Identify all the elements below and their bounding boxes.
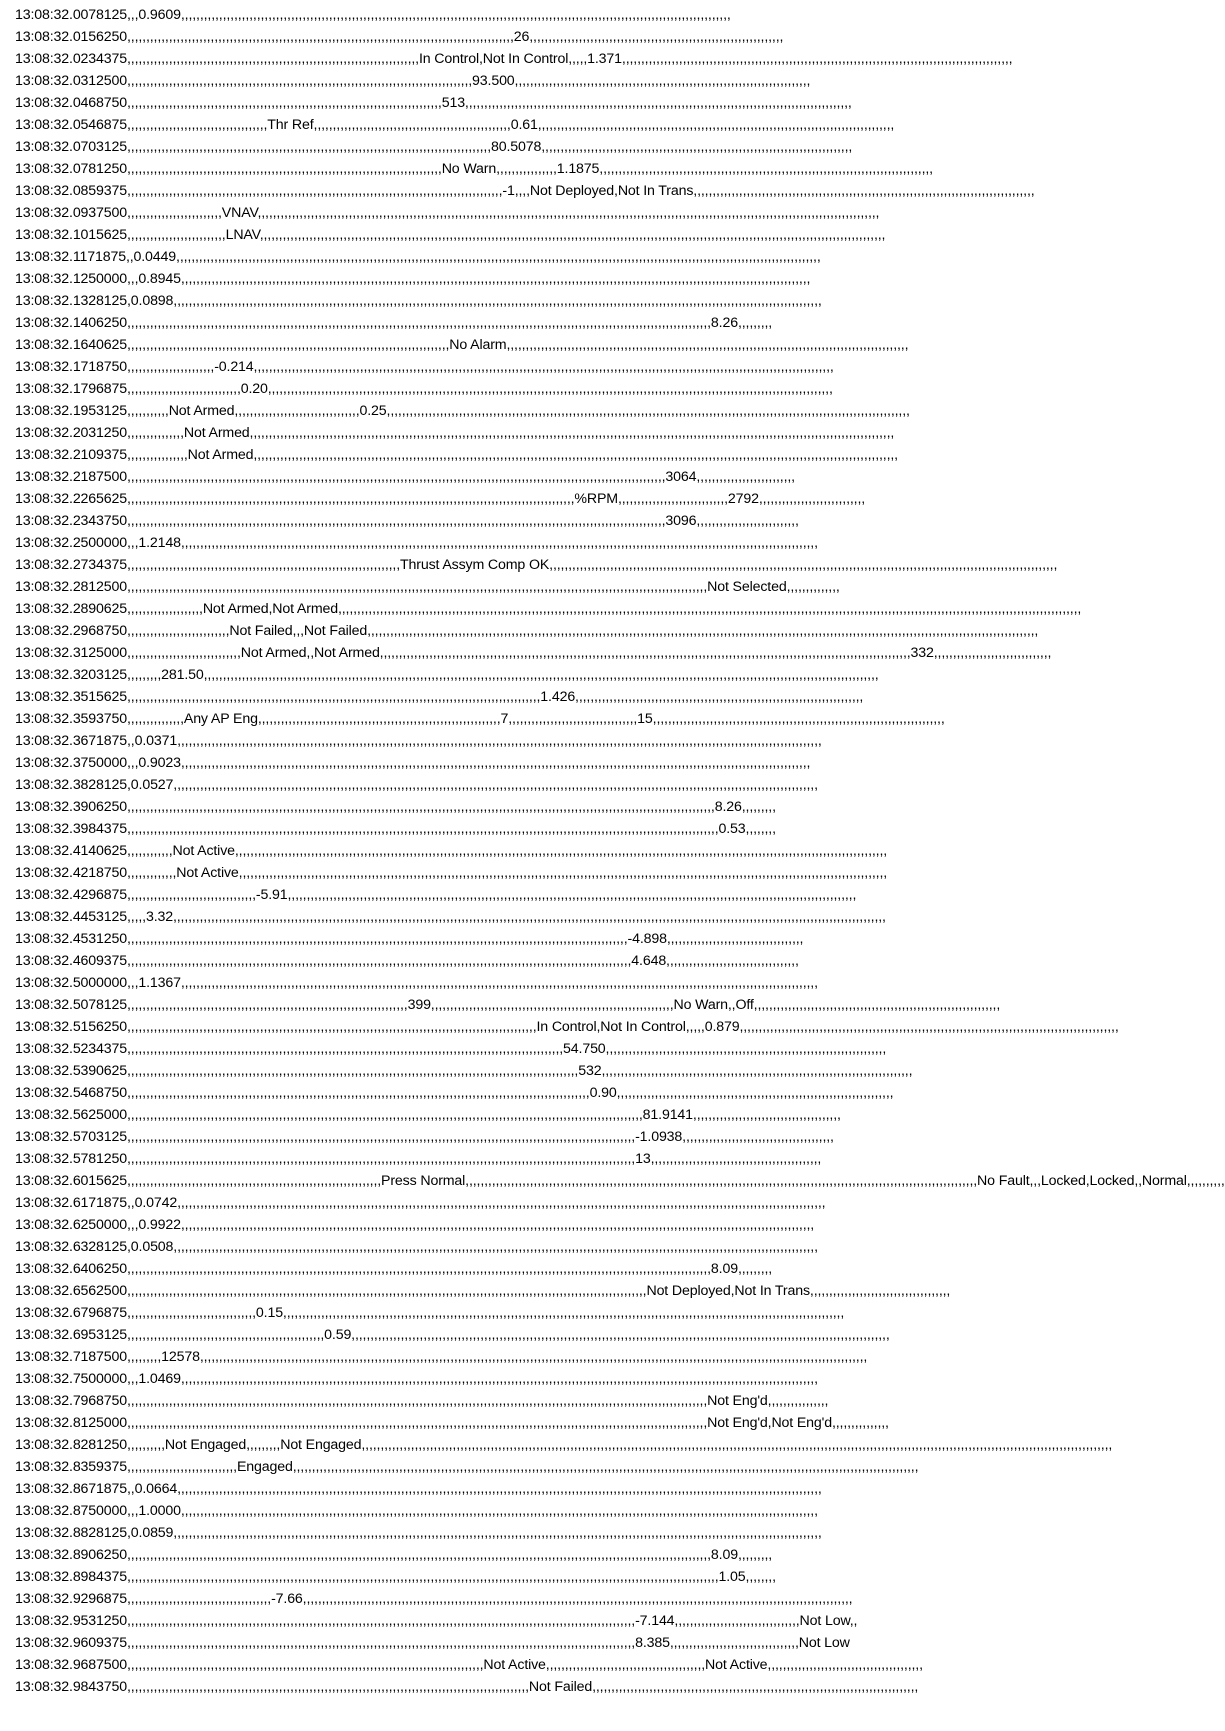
log-line: 13:08:32.0078125,,,0.9609,,,,,,,,,,,,,,,,,,,,,,,,,,,,,,,,,,,,,,,,,,,,,,,,,,,,,,,,,,,,,,,,,,,,,,,,,,,,,,,,,,,,,,,,,,,,,,,,,,,,,,,,,,,,,,,,,,,,,,,,,,,,,,,,,,,,,,,,,,,,,,,,, [15,7,731,23]
log-line: 13:08:32.3593750,,,,,,,,,,,,,,,Any AP Eng,,,,,,,,,,,,,,,,,,,,,,,,,,,,,,,,,,,,,,,,,,,,,,,,,,,,,,,,,,,,,,,,7,,,,,,,,,,,,,,,,,,,,,,,,,,,,,,,,,,15,,,,,,,,,,,,,,,,,,,,,,,,,,,,,,,,,,,,,,,,,,,,,,,,,,,,,,,,,,,,,,,,,,,,,,,,,,,,, [15,711,945,727]
log-line: 13:08:32.6796875,,,,,,,,,,,,,,,,,,,,,,,,,,,,,,,,,,0.15,,,,,,,,,,,,,,,,,,,,,,,,,,,,,,,,,,,,,,,,,,,,,,,,,,,,,,,,,,,,,,,,,,,,,,,,,,,,,,,,,,,,,,,,,,,,,,,,,,,,,,,,,,,,,,,,,,,,,,,,,,,,,,,,,,,,,,,,,,,,,,,,,,,, [15,1305,845,1321]
log-line: 13:08:32.5156250,,,,,,,,,,,,,,,,,,,,,,,,,,,,,,,,,,,,,,,,,,,,,,,,,,,,,,,,,,,,,,,,,,,,,,,,,,,,,,,,,,,,,,,,,,,,,,,,,,,,,,,,,,,,In Control,Not In Control,,,,,0.879,,,,,,,,,,,,,,,,,,,,,,,,,,,,,,,,,,,,,,,,,,,,,,,,,,,,,,,,,,,,,,,,,,,,,,,,,,,,,,,,,,,,,,,,,,,,,,,,,,,, [15,1019,1119,1035]
log-line: 13:08:32.7968750,,,,,,,,,,,,,,,,,,,,,,,,,,,,,,,,,,,,,,,,,,,,,,,,,,,,,,,,,,,,,,,,,,,,,,,,,,,,,,,,,,,,,,,,,,,,,,,,,,,,,,,,,,,,,,,,,,,,,,,,,,,,,,,,,,,,,,,,,,,,,,,,,,,,,,,,,Not Eng'd,,,,,,,,,,,,,,,, [15,1393,829,1409]
log-line: 13:08:32.9843750,,,,,,,,,,,,,,,,,,,,,,,,,,,,,,,,,,,,,,,,,,,,,,,,,,,,,,,,,,,,,,,,,,,,,,,,,,,,,,,,,,,,,,,,,,,,,,,,,,,,,,,,,,Not Failed,,,,,,,,,,,,,,,,,,,,,,,,,,,,,,,,,,,,,,,,,,,,,,,,,,,,,,,,,,,,,,,,,,,,,,,,,,,,,,,,,,,,,, [15,1679,919,1695]
log-line: 13:08:32.5781250,,,,,,,,,,,,,,,,,,,,,,,,,,,,,,,,,,,,,,,,,,,,,,,,,,,,,,,,,,,,,,,,,,,,,,,,,,,,,,,,,,,,,,,,,,,,,,,,,,,,,,,,,,,,,,,,,,,,,,,,,,,,,,,,,,,,,,13,,,,,,,,,,,,,,,,,,,,,,,,,,,,,,,,,,,,,,,,,,,,, [15,1151,822,1167]
log-line: 13:08:32.7500000,,,1.0469,,,,,,,,,,,,,,,,,,,,,,,,,,,,,,,,,,,,,,,,,,,,,,,,,,,,,,,,,,,,,,,,,,,,,,,,,,,,,,,,,,,,,,,,,,,,,,,,,,,,,,,,,,,,,,,,,,,,,,,,,,,,,,,,,,,,,,,,,,,,,,,,,,,,,,,,,,,,,,,,,,,,,,,, [15,1371,818,1387]
log-line: 13:08:32.4609375,,,,,,,,,,,,,,,,,,,,,,,,,,,,,,,,,,,,,,,,,,,,,,,,,,,,,,,,,,,,,,,,,,,,,,,,,,,,,,,,,,,,,,,,,,,,,,,,,,,,,,,,,,,,,,,,,,,,,,,,,,,,,,,,,,,,,4.648,,,,,,,,,,,,,,,,,,,,,,,,,,,,,,,,,,, [15,953,799,969]
log-line: 13:08:32.0781250,,,,,,,,,,,,,,,,,,,,,,,,,,,,,,,,,,,,,,,,,,,,,,,,,,,,,,,,,,,,,,,,,,,,,,,,,,,,,,,,,,,No Warn,,,,,,,,,,,,,,,,1.1875,,,,,,,,,,,,,,,,,,,,,,,,,,,,,,,,,,,,,,,,,,,,,,,,,,,,,,,,,,,,,,,,,,,,,,,,,,,,,,,,,,,,,,,, [15,161,933,177]
log-line: 13:08:32.8281250,,,,,,,,,,Not Engaged,,,,,,,,,Not Engaged,,,,,,,,,,,,,,,,,,,,,,,,,,,,,,,,,,,,,,,,,,,,,,,,,,,,,,,,,,,,,,,,,,,,,,,,,,,,,,,,,,,,,,,,,,,,,,,,,,,,,,,,,,,,,,,,,,,,,,,,,,,,,,,,,,,,,,,,,,,,,,,,,,,,,,,,,,,,,,,,,,,,,,,,,,,,,,,,,,,,,,,,,,,,,,,,,,,,,, [15,1437,1113,1453]
log-line: 13:08:32.9609375,,,,,,,,,,,,,,,,,,,,,,,,,,,,,,,,,,,,,,,,,,,,,,,,,,,,,,,,,,,,,,,,,,,,,,,,,,,,,,,,,,,,,,,,,,,,,,,,,,,,,,,,,,,,,,,,,,,,,,,,,,,,,,,,,,,,,,8.385,,,,,,,,,,,,,,,,,,,,,,,,,,,,,,,,,,Not Low [15,1635,850,1651]
log-line: 13:08:32.2109375,,,,,,,,,,,,,,,,Not Armed,,,,,,,,,,,,,,,,,,,,,,,,,,,,,,,,,,,,,,,,,,,,,,,,,,,,,,,,,,,,,,,,,,,,,,,,,,,,,,,,,,,,,,,,,,,,,,,,,,,,,,,,,,,,,,,,,,,,,,,,,,,,,,,,,,,,,,,,,,,,,,,,,,,,,,,,,,,,,,,,,,,,,,,,,, [15,447,898,463]
log-line: 13:08:32.3984375,,,,,,,,,,,,,,,,,,,,,,,,,,,,,,,,,,,,,,,,,,,,,,,,,,,,,,,,,,,,,,,,,,,,,,,,,,,,,,,,,,,,,,,,,,,,,,,,,,,,,,,,,,,,,,,,,,,,,,,,,,,,,,,,,,,,,,,,,,,,,,,,,,,,,,,,,,,,0.53,,,,,,,, [15,821,776,837]
log-line: 13:08:32.5000000,,,1.1367,,,,,,,,,,,,,,,,,,,,,,,,,,,,,,,,,,,,,,,,,,,,,,,,,,,,,,,,,,,,,,,,,,,,,,,,,,,,,,,,,,,,,,,,,,,,,,,,,,,,,,,,,,,,,,,,,,,,,,,,,,,,,,,,,,,,,,,,,,,,,,,,,,,,,,,,,,,,,,,,,,,,,,,, [15,975,818,991]
log-line: 13:08:32.0156250,,,,,,,,,,,,,,,,,,,,,,,,,,,,,,,,,,,,,,,,,,,,,,,,,,,,,,,,,,,,,,,,,,,,,,,,,,,,,,,,,,,,,,,,,,,,,,,,,,,,,,26,,,,,,,,,,,,,,,,,,,,,,,,,,,,,,,,,,,,,,,,,,,,,,,,,,,,,,,,,,,,,,,,,,, [15,29,784,45]
log-line: 13:08:32.3515625,,,,,,,,,,,,,,,,,,,,,,,,,,,,,,,,,,,,,,,,,,,,,,,,,,,,,,,,,,,,,,,,,,,,,,,,,,,,,,,,,,,,,,,,,,,,,,,,,,,,,,,,,,,,,1.426,,,,,,,,,,,,,,,,,,,,,,,,,,,,,,,,,,,,,,,,,,,,,,,,,,,,,,,,,,,,,,,,,,,,,,,,,,,, [15,689,864,705]
log-line: 13:08:32.6406250,,,,,,,,,,,,,,,,,,,,,,,,,,,,,,,,,,,,,,,,,,,,,,,,,,,,,,,,,,,,,,,,,,,,,,,,,,,,,,,,,,,,,,,,,,,,,,,,,,,,,,,,,,,,,,,,,,,,,,,,,,,,,,,,,,,,,,,,,,,,,,,,,,,,,,,,,,8.09,,,,,,,,, [15,1261,773,1277]
log-line: 13:08:32.6953125,,,,,,,,,,,,,,,,,,,,,,,,,,,,,,,,,,,,,,,,,,,,,,,,,,,,0.59,,,,,,,,,,,,,,,,,,,,,,,,,,,,,,,,,,,,,,,,,,,,,,,,,,,,,,,,,,,,,,,,,,,,,,,,,,,,,,,,,,,,,,,,,,,,,,,,,,,,,,,,,,,,,,,,,,,,,,,,,,,,,,,,,,,,,,,,,,,,,, [15,1327,890,1343]
log-line: 13:08:32.6250000,,,0.9922,,,,,,,,,,,,,,,,,,,,,,,,,,,,,,,,,,,,,,,,,,,,,,,,,,,,,,,,,,,,,,,,,,,,,,,,,,,,,,,,,,,,,,,,,,,,,,,,,,,,,,,,,,,,,,,,,,,,,,,,,,,,,,,,,,,,,,,,,,,,,,,,,,,,,,,,,,,,,,,,,,,,,,, [15,1217,815,1233]
log-line: 13:08:32.1171875,,0.0449,,,,,,,,,,,,,,,,,,,,,,,,,,,,,,,,,,,,,,,,,,,,,,,,,,,,,,,,,,,,,,,,,,,,,,,,,,,,,,,,,,,,,,,,,,,,,,,,,,,,,,,,,,,,,,,,,,,,,,,,,,,,,,,,,,,,,,,,,,,,,,,,,,,,,,,,,,,,,,,,,,,,,,,,,, [15,249,821,265]
log-line: 13:08:32.8671875,,0.0664,,,,,,,,,,,,,,,,,,,,,,,,,,,,,,,,,,,,,,,,,,,,,,,,,,,,,,,,,,,,,,,,,,,,,,,,,,,,,,,,,,,,,,,,,,,,,,,,,,,,,,,,,,,,,,,,,,,,,,,,,,,,,,,,,,,,,,,,,,,,,,,,,,,,,,,,,,,,,,,,,,,,,,,,,, [15,1481,822,1497]
log-line: 13:08:32.0234375,,,,,,,,,,,,,,,,,,,,,,,,,,,,,,,,,,,,,,,,,,,,,,,,,,,,,,,,,,,,,,,,,,,,,,,,,,,,,In Control,Not In Control,,,,,1.371,,,,,,,,,,,,,,,,,,,,,,,,,,,,,,,,,,,,,,,,,,,,,,,,,,,,,,,,,,,,,,,,,,,,,,,,,,,,,,,,,,,,,,,,,,,,,,,,,,,,,,, [15,51,1013,67]
log-line: 13:08:32.4453125,,,,,3.32,,,,,,,,,,,,,,,,,,,,,,,,,,,,,,,,,,,,,,,,,,,,,,,,,,,,,,,,,,,,,,,,,,,,,,,,,,,,,,,,,,,,,,,,,,,,,,,,,,,,,,,,,,,,,,,,,,,,,,,,,,,,,,,,,,,,,,,,,,,,,,,,,,,,,,,,,,,,,,,,,,,,,,,,,,,,,,,,,,,,,,,,,,,, [15,909,886,925]
log-line: 13:08:32.1718750,,,,,,,,,,,,,,,,,,,,,,,-0.214,,,,,,,,,,,,,,,,,,,,,,,,,,,,,,,,,,,,,,,,,,,,,,,,,,,,,,,,,,,,,,,,,,,,,,,,,,,,,,,,,,,,,,,,,,,,,,,,,,,,,,,,,,,,,,,,,,,,,,,,,,,,,,,,,,,,,,,,,,,,,,,,,,,,,,,,, [15,359,834,375]
log-line: 13:08:32.2187500,,,,,,,,,,,,,,,,,,,,,,,,,,,,,,,,,,,,,,,,,,,,,,,,,,,,,,,,,,,,,,,,,,,,,,,,,,,,,,,,,,,,,,,,,,,,,,,,,,,,,,,,,,,,,,,,,,,,,,,,,,,,,,,,,,,,,,,,,,,,,,3064,,,,,,,,,,,,,,,,,,,,,,,,,, [15,469,795,485]
log-line: 13:08:32.0703125,,,,,,,,,,,,,,,,,,,,,,,,,,,,,,,,,,,,,,,,,,,,,,,,,,,,,,,,,,,,,,,,,,,,,,,,,,,,,,,,,,,,,,,,,,,,,,,,80.5078,,,,,,,,,,,,,,,,,,,,,,,,,,,,,,,,,,,,,,,,,,,,,,,,,,,,,,,,,,,,,,,,,,,,,,,,,,,,,,,,,, [15,139,853,155]
log-line: 13:08:32.6171875,,0.0742,,,,,,,,,,,,,,,,,,,,,,,,,,,,,,,,,,,,,,,,,,,,,,,,,,,,,,,,,,,,,,,,,,,,,,,,,,,,,,,,,,,,,,,,,,,,,,,,,,,,,,,,,,,,,,,,,,,,,,,,,,,,,,,,,,,,,,,,,,,,,,,,,,,,,,,,,,,,,,,,,,,,,,,,,,, [15,1195,826,1211]
log-line: 13:08:32.6562500,,,,,,,,,,,,,,,,,,,,,,,,,,,,,,,,,,,,,,,,,,,,,,,,,,,,,,,,,,,,,,,,,,,,,,,,,,,,,,,,,,,,,,,,,,,,,,,,,,,,,,,,,,,,,,,,,,,,,,,,,,,,,,,,,,,,,,,,,Not Deployed,Not In Trans,,,,,,,,,,,,,,,,,,,,,,,,,,,,,,,,,,,,, [15,1283,951,1299]
log-line: 13:08:32.8906250,,,,,,,,,,,,,,,,,,,,,,,,,,,,,,,,,,,,,,,,,,,,,,,,,,,,,,,,,,,,,,,,,,,,,,,,,,,,,,,,,,,,,,,,,,,,,,,,,,,,,,,,,,,,,,,,,,,,,,,,,,,,,,,,,,,,,,,,,,,,,,,,,,,,,,,,,,8.09,,,,,,,,, [15,1547,773,1563]
log-line: 13:08:32.0468750,,,,,,,,,,,,,,,,,,,,,,,,,,,,,,,,,,,,,,,,,,,,,,,,,,,,,,,,,,,,,,,,,,,,,,,,,,,,,,,,,,,513,,,,,,,,,,,,,,,,,,,,,,,,,,,,,,,,,,,,,,,,,,,,,,,,,,,,,,,,,,,,,,,,,,,,,,,,,,,,,,,,,,,,,,,,,,,,,,,,,,,,,, [15,95,852,111]
log-line: 13:08:32.0312500,,,,,,,,,,,,,,,,,,,,,,,,,,,,,,,,,,,,,,,,,,,,,,,,,,,,,,,,,,,,,,,,,,,,,,,,,,,,,,,,,,,,,,,,,,,93.500,,,,,,,,,,,,,,,,,,,,,,,,,,,,,,,,,,,,,,,,,,,,,,,,,,,,,,,,,,,,,,,,,,,,,,,,,,,,,, [15,73,811,89]
log-line: 13:08:32.4531250,,,,,,,,,,,,,,,,,,,,,,,,,,,,,,,,,,,,,,,,,,,,,,,,,,,,,,,,,,,,,,,,,,,,,,,,,,,,,,,,,,,,,,,,,,,,,,,,,,,,,,,,,,,,,,,,,,,,,,,,,,,,,,,,,,,,-4.898,,,,,,,,,,,,,,,,,,,,,,,,,,,,,,,,,,,, [15,931,804,947]
log-line: 13:08:32.1250000,,,0.8945,,,,,,,,,,,,,,,,,,,,,,,,,,,,,,,,,,,,,,,,,,,,,,,,,,,,,,,,,,,,,,,,,,,,,,,,,,,,,,,,,,,,,,,,,,,,,,,,,,,,,,,,,,,,,,,,,,,,,,,,,,,,,,,,,,,,,,,,,,,,,,,,,,,,,,,,,,,,,,,,,,,,,, [15,271,811,287]
log-line: 13:08:32.8750000,,,1.0000,,,,,,,,,,,,,,,,,,,,,,,,,,,,,,,,,,,,,,,,,,,,,,,,,,,,,,,,,,,,,,,,,,,,,,,,,,,,,,,,,,,,,,,,,,,,,,,,,,,,,,,,,,,,,,,,,,,,,,,,,,,,,,,,,,,,,,,,,,,,,,,,,,,,,,,,,,,,,,,,,,,,,,,, [15,1503,818,1519]
log-line: 13:08:32.9296875,,,,,,,,,,,,,,,,,,,,,,,,,,,,,,,,,,,,,,-7.66,,,,,,,,,,,,,,,,,,,,,,,,,,,,,,,,,,,,,,,,,,,,,,,,,,,,,,,,,,,,,,,,,,,,,,,,,,,,,,,,,,,,,,,,,,,,,,,,,,,,,,,,,,,,,,,,,,,,,,,,,,,,,,,,,,,,,,,,,,,,,,,,, [15,1591,853,1607]
log-line: 13:08:32.3750000,,,0.9023,,,,,,,,,,,,,,,,,,,,,,,,,,,,,,,,,,,,,,,,,,,,,,,,,,,,,,,,,,,,,,,,,,,,,,,,,,,,,,,,,,,,,,,,,,,,,,,,,,,,,,,,,,,,,,,,,,,,,,,,,,,,,,,,,,,,,,,,,,,,,,,,,,,,,,,,,,,,,,,,,,,,,, [15,755,811,771]
log-line: 13:08:32.2265625,,,,,,,,,,,,,,,,,,,,,,,,,,,,,,,,,,,,,,,,,,,,,,,,,,,,,,,,,,,,,,,,,,,,,,,,,,,,,,,,,,,,,,,,,,,,,,,,,,,,,,,,,,,,,,,,,,,,,,%RPM,,,,,,,,,,,,,,,,,,,,,,,,,,,,,2792,,,,,,,,,,,,,,,,,,,,,,,,,,,, [15,491,866,507]
log-line: 13:08:32.6015625,,,,,,,,,,,,,,,,,,,,,,,,,,,,,,,,,,,,,,,,,,,,,,,,,,,,,,,,,,,,,,,,,,,Press Normal,,,,,,,,,,,,,,,,,,,,,,,,,,,,,,,,,,,,,,,,,,,,,,,,,,,,,,,,,,,,,,,,,,,,,,,,,,,,,,,,,,,,,,,,,,,,,,,,,,,,,,,,,,,,,,,,,,,,,,,,,,,,,,,,,,,,,,,No Fault,,,Locked,Locked,,Normal,,,,,,,,,, [15,1173,1225,1189]
log-line: 13:08:32.2968750,,,,,,,,,,,,,,,,,,,,,,,,,,,Not Failed,,,Not Failed,,,,,,,,,,,,,,,,,,,,,,,,,,,,,,,,,,,,,,,,,,,,,,,,,,,,,,,,,,,,,,,,,,,,,,,,,,,,,,,,,,,,,,,,,,,,,,,,,,,,,,,,,,,,,,,,,,,,,,,,,,,,,,,,,,,,,,,,,,,,,,,,,,,,,,,,,,,,,,,,,,,,,,,,,,,,,,,,, [15,623,1039,639]
log-line: 13:08:32.8125000,,,,,,,,,,,,,,,,,,,,,,,,,,,,,,,,,,,,,,,,,,,,,,,,,,,,,,,,,,,,,,,,,,,,,,,,,,,,,,,,,,,,,,,,,,,,,,,,,,,,,,,,,,,,,,,,,,,,,,,,,,,,,,,,,,,,,,,,,,,,,,,,,,,,,,,,,Not Eng'd,Not Eng'd,,,,,,,,,,,,,,, [15,1415,889,1431]
log-line: 13:08:32.8828125,0.0859,,,,,,,,,,,,,,,,,,,,,,,,,,,,,,,,,,,,,,,,,,,,,,,,,,,,,,,,,,,,,,,,,,,,,,,,,,,,,,,,,,,,,,,,,,,,,,,,,,,,,,,,,,,,,,,,,,,,,,,,,,,,,,,,,,,,,,,,,,,,,,,,,,,,,,,,,,,,,,,,,,,,,,,,,,, [15,1525,822,1541]
log-line: 13:08:32.3671875,,0.0371,,,,,,,,,,,,,,,,,,,,,,,,,,,,,,,,,,,,,,,,,,,,,,,,,,,,,,,,,,,,,,,,,,,,,,,,,,,,,,,,,,,,,,,,,,,,,,,,,,,,,,,,,,,,,,,,,,,,,,,,,,,,,,,,,,,,,,,,,,,,,,,,,,,,,,,,,,,,,,,,,,,,,,,,,, [15,733,822,749]
log-line: 13:08:32.2890625,,,,,,,,,,,,,,,,,,,,Not Armed,Not Armed,,,,,,,,,,,,,,,,,,,,,,,,,,,,,,,,,,,,,,,,,,,,,,,,,,,,,,,,,,,,,,,,,,,,,,,,,,,,,,,,,,,,,,,,,,,,,,,,,,,,,,,,,,,,,,,,,,,,,,,,,,,,,,,,,,,,,,,,,,,,,,,,,,,,,,,,,,,,,,,,,,,,,,,,,,,,,,,,,,,,,,,,,,,,,,,,,,,, [15,601,1082,617]
log-line: 13:08:32.4218750,,,,,,,,,,,,,Not Active,,,,,,,,,,,,,,,,,,,,,,,,,,,,,,,,,,,,,,,,,,,,,,,,,,,,,,,,,,,,,,,,,,,,,,,,,,,,,,,,,,,,,,,,,,,,,,,,,,,,,,,,,,,,,,,,,,,,,,,,,,,,,,,,,,,,,,,,,,,,,,,,,,,,,,,,,,,,,,,,,,,,,,,,,,, [15,865,888,881]
log-line: 13:08:32.1406250,,,,,,,,,,,,,,,,,,,,,,,,,,,,,,,,,,,,,,,,,,,,,,,,,,,,,,,,,,,,,,,,,,,,,,,,,,,,,,,,,,,,,,,,,,,,,,,,,,,,,,,,,,,,,,,,,,,,,,,,,,,,,,,,,,,,,,,,,,,,,,,,,,,,,,,,,,8.26,,,,,,,,, [15,315,773,331]
log-line: 13:08:32.5703125,,,,,,,,,,,,,,,,,,,,,,,,,,,,,,,,,,,,,,,,,,,,,,,,,,,,,,,,,,,,,,,,,,,,,,,,,,,,,,,,,,,,,,,,,,,,,,,,,,,,,,,,,,,,,,,,,,,,,,,,,,,,,,,,,,,,,,-1.0938,,,,,,,,,,,,,,,,,,,,,,,,,,,,,,,,,,,,,,,, [15,1129,834,1145]
log-line: 13:08:32.9687500,,,,,,,,,,,,,,,,,,,,,,,,,,,,,,,,,,,,,,,,,,,,,,,,,,,,,,,,,,,,,,,,,,,,,,,,,,,,,,,,,,,,,,,,,,,,,,Not Active,,,,,,,,,,,,,,,,,,,,,,,,,,,,,,,,,,,,,,,,,,Not Active,,,,,,,,,,,,,,,,,,,,,,,,,,,,,,,,,,,,,,,,, [15,1657,923,1673]
log-line: 13:08:32.5078125,,,,,,,,,,,,,,,,,,,,,,,,,,,,,,,,,,,,,,,,,,,,,,,,,,,,,,,,,,,,,,,,,,,,,,,,,,399,,,,,,,,,,,,,,,,,,,,,,,,,,,,,,,,,,,,,,,,,,,,,,,,,,,,,,,,,,,,,,,,No Warn,,Off,,,,,,,,,,,,,,,,,,,,,,,,,,,,,,,,,,,,,,,,,,,,,,,,,,,,,,,,,,,,,,,,, [15,997,1001,1013]
log-line: 13:08:32.0546875,,,,,,,,,,,,,,,,,,,,,,,,,,,,,,,,,,,,,Thr Ref,,,,,,,,,,,,,,,,,,,,,,,,,,,,,,,,,,,,,,,,,,,,,,,,,,,,0.61,,,,,,,,,,,,,,,,,,,,,,,,,,,,,,,,,,,,,,,,,,,,,,,,,,,,,,,,,,,,,,,,,,,,,,,,,,,,,,,,,,,,,,,,,,,,,, [15,117,895,133]
log-line: 13:08:32.2812500,,,,,,,,,,,,,,,,,,,,,,,,,,,,,,,,,,,,,,,,,,,,,,,,,,,,,,,,,,,,,,,,,,,,,,,,,,,,,,,,,,,,,,,,,,,,,,,,,,,,,,,,,,,,,,,,,,,,,,,,,,,,,,,,,,,,,,,,,,,,,,,,,,,,,,,,,Not Selected,,,,,,,,,,,,,, [15,579,840,595]
log-line: 13:08:32.5390625,,,,,,,,,,,,,,,,,,,,,,,,,,,,,,,,,,,,,,,,,,,,,,,,,,,,,,,,,,,,,,,,,,,,,,,,,,,,,,,,,,,,,,,,,,,,,,,,,,,,,,,,,,,,,,,,,,,,,,,532,,,,,,,,,,,,,,,,,,,,,,,,,,,,,,,,,,,,,,,,,,,,,,,,,,,,,,,,,,,,,,,,,,,,,,,,,,,,,,,,,, [15,1063,913,1079]
log-line: 13:08:32.7187500,,,,,,,,,12578,,,,,,,,,,,,,,,,,,,,,,,,,,,,,,,,,,,,,,,,,,,,,,,,,,,,,,,,,,,,,,,,,,,,,,,,,,,,,,,,,,,,,,,,,,,,,,,,,,,,,,,,,,,,,,,,,,,,,,,,,,,,,,,,,,,,,,,,,,,,,,,,,,,,,,,,,,,,,,,,,,,,,,,,,,,,,,,, [15,1349,868,1365]
log-line: 13:08:32.3203125,,,,,,,,,281.50,,,,,,,,,,,,,,,,,,,,,,,,,,,,,,,,,,,,,,,,,,,,,,,,,,,,,,,,,,,,,,,,,,,,,,,,,,,,,,,,,,,,,,,,,,,,,,,,,,,,,,,,,,,,,,,,,,,,,,,,,,,,,,,,,,,,,,,,,,,,,,,,,,,,,,,,,,,,,,,,,,,,,,,,,,,,,,,,,, [15,667,879,683]
log-line: 13:08:32.9531250,,,,,,,,,,,,,,,,,,,,,,,,,,,,,,,,,,,,,,,,,,,,,,,,,,,,,,,,,,,,,,,,,,,,,,,,,,,,,,,,,,,,,,,,,,,,,,,,,,,,,,,,,,,,,,,,,,,,,,,,,,,,,,,,,,,,,,-7.144,,,,,,,,,,,,,,,,,,,,,,,,,,,,,,,,,Not Low,, [15,1613,858,1629]
log-line: 13:08:32.6328125,0.0508,,,,,,,,,,,,,,,,,,,,,,,,,,,,,,,,,,,,,,,,,,,,,,,,,,,,,,,,,,,,,,,,,,,,,,,,,,,,,,,,,,,,,,,,,,,,,,,,,,,,,,,,,,,,,,,,,,,,,,,,,,,,,,,,,,,,,,,,,,,,,,,,,,,,,,,,,,,,,,,,,,,,,,,,,, [15,1239,818,1255]
log-line: 13:08:32.0937500,,,,,,,,,,,,,,,,,,,,,,,,,VNAV,,,,,,,,,,,,,,,,,,,,,,,,,,,,,,,,,,,,,,,,,,,,,,,,,,,,,,,,,,,,,,,,,,,,,,,,,,,,,,,,,,,,,,,,,,,,,,,,,,,,,,,,,,,,,,,,,,,,,,,,,,,,,,,,,,,,,,,,,,,,,,,,,,,,,,,,,,,,,,,,,,,, [15,205,880,221]
log-line: 13:08:32.3906250,,,,,,,,,,,,,,,,,,,,,,,,,,,,,,,,,,,,,,,,,,,,,,,,,,,,,,,,,,,,,,,,,,,,,,,,,,,,,,,,,,,,,,,,,,,,,,,,,,,,,,,,,,,,,,,,,,,,,,,,,,,,,,,,,,,,,,,,,,,,,,,,,,,,,,,,,,,8.26,,,,,,,,, [15,799,776,815]
log-line: 13:08:32.2500000,,,1.2148,,,,,,,,,,,,,,,,,,,,,,,,,,,,,,,,,,,,,,,,,,,,,,,,,,,,,,,,,,,,,,,,,,,,,,,,,,,,,,,,,,,,,,,,,,,,,,,,,,,,,,,,,,,,,,,,,,,,,,,,,,,,,,,,,,,,,,,,,,,,,,,,,,,,,,,,,,,,,,,,,,,,,,,, [15,535,818,551]
log-line: 13:08:32.1640625,,,,,,,,,,,,,,,,,,,,,,,,,,,,,,,,,,,,,,,,,,,,,,,,,,,,,,,,,,,,,,,,,,,,,,,,,,,,,,,,,,,,,No Alarm,,,,,,,,,,,,,,,,,,,,,,,,,,,,,,,,,,,,,,,,,,,,,,,,,,,,,,,,,,,,,,,,,,,,,,,,,,,,,,,,,,,,,,,,,,,,,,,,,,,,,,,,,, [15,337,909,353]
log-line: 13:08:32.3828125,0.0527,,,,,,,,,,,,,,,,,,,,,,,,,,,,,,,,,,,,,,,,,,,,,,,,,,,,,,,,,,,,,,,,,,,,,,,,,,,,,,,,,,,,,,,,,,,,,,,,,,,,,,,,,,,,,,,,,,,,,,,,,,,,,,,,,,,,,,,,,,,,,,,,,,,,,,,,,,,,,,,,,,,,,,,,,, [15,777,818,793]
log-line: 13:08:32.4296875,,,,,,,,,,,,,,,,,,,,,,,,,,,,,,,,,,-5.91,,,,,,,,,,,,,,,,,,,,,,,,,,,,,,,,,,,,,,,,,,,,,,,,,,,,,,,,,,,,,,,,,,,,,,,,,,,,,,,,,,,,,,,,,,,,,,,,,,,,,,,,,,,,,,,,,,,,,,,,,,,,,,,,,,,,,,,,,,,,,,,,,,,,,, [15,887,857,903]
log-line: 13:08:32.8984375,,,,,,,,,,,,,,,,,,,,,,,,,,,,,,,,,,,,,,,,,,,,,,,,,,,,,,,,,,,,,,,,,,,,,,,,,,,,,,,,,,,,,,,,,,,,,,,,,,,,,,,,,,,,,,,,,,,,,,,,,,,,,,,,,,,,,,,,,,,,,,,,,,,,,,,,,,,,1.05,,,,,,,, [15,1569,776,1585]
log-line: 13:08:32.2031250,,,,,,,,,,,,,,,Not Armed,,,,,,,,,,,,,,,,,,,,,,,,,,,,,,,,,,,,,,,,,,,,,,,,,,,,,,,,,,,,,,,,,,,,,,,,,,,,,,,,,,,,,,,,,,,,,,,,,,,,,,,,,,,,,,,,,,,,,,,,,,,,,,,,,,,,,,,,,,,,,,,,,,,,,,,,,,,,,,,,,,,,,,,,,, [15,425,895,441]
log-line: 13:08:32.2734375,,,,,,,,,,,,,,,,,,,,,,,,,,,,,,,,,,,,,,,,,,,,,,,,,,,,,,,,,,,,,,,,,,,,,,,,Thrust Assym Comp OK,,,,,,,,,,,,,,,,,,,,,,,,,,,,,,,,,,,,,,,,,,,,,,,,,,,,,,,,,,,,,,,,,,,,,,,,,,,,,,,,,,,,,,,,,,,,,,,,,,,,,,,,,,,,,,,,,,,,,,,,,,,,,,,,,,,,,, [15,557,1058,573]
log-line: 13:08:32.5625000,,,,,,,,,,,,,,,,,,,,,,,,,,,,,,,,,,,,,,,,,,,,,,,,,,,,,,,,,,,,,,,,,,,,,,,,,,,,,,,,,,,,,,,,,,,,,,,,,,,,,,,,,,,,,,,,,,,,,,,,,,,,,,,,,,,,,,,,81.9141,,,,,,,,,,,,,,,,,,,,,,,,,,,,,,,,,,,,,,, [15,1107,841,1123]
log-line: 13:08:32.8359375,,,,,,,,,,,,,,,,,,,,,,,,,,,,,Engaged,,,,,,,,,,,,,,,,,,,,,,,,,,,,,,,,,,,,,,,,,,,,,,,,,,,,,,,,,,,,,,,,,,,,,,,,,,,,,,,,,,,,,,,,,,,,,,,,,,,,,,,,,,,,,,,,,,,,,,,,,,,,,,,,,,,,,,,,,,,,,,,,,,,,,,,,,,,,,,,,,,,,, [15,1459,919,1475]
log-line: 13:08:32.1015625,,,,,,,,,,,,,,,,,,,,,,,,,,LNAV,,,,,,,,,,,,,,,,,,,,,,,,,,,,,,,,,,,,,,,,,,,,,,,,,,,,,,,,,,,,,,,,,,,,,,,,,,,,,,,,,,,,,,,,,,,,,,,,,,,,,,,,,,,,,,,,,,,,,,,,,,,,,,,,,,,,,,,,,,,,,,,,,,,,,,,,,,,,,,,,,,,,, [15,227,886,243]
log-line: 13:08:32.5468750,,,,,,,,,,,,,,,,,,,,,,,,,,,,,,,,,,,,,,,,,,,,,,,,,,,,,,,,,,,,,,,,,,,,,,,,,,,,,,,,,,,,,,,,,,,,,,,,,,,,,,,,,,,,,,,,,,,,,,,,,,0.90,,,,,,,,,,,,,,,,,,,,,,,,,,,,,,,,,,,,,,,,,,,,,,,,,,,,,,,,,,,,,,,,,,,,,,,,, [15,1085,894,1101]
log-line: 13:08:32.0859375,,,,,,,,,,,,,,,,,,,,,,,,,,,,,,,,,,,,,,,,,,,,,,,,,,,,,,,,,,,,,,,,,,,,,,,,,,,,,,,,,,,,,,,,,,,,,,,,,,,-1,,,,Not Deployed,Not In Trans,,,,,,,,,,,,,,,,,,,,,,,,,,,,,,,,,,,,,,,,,,,,,,,,,,,,,,,,,,,,,,,,,,,,,,,,,,,,,,,,,,,,,,,,,, [15,183,1035,199]
log-line: 13:08:32.1953125,,,,,,,,,,,Not Armed,,,,,,,,,,,,,,,,,,,,,,,,,,,,,,,,,0.25,,,,,,,,,,,,,,,,,,,,,,,,,,,,,,,,,,,,,,,,,,,,,,,,,,,,,,,,,,,,,,,,,,,,,,,,,,,,,,,,,,,,,,,,,,,,,,,,,,,,,,,,,,,,,,,,,,,,,,,,,,,,,,,,,,,,,,,,,, [15,403,910,419]
log-line: 13:08:32.5234375,,,,,,,,,,,,,,,,,,,,,,,,,,,,,,,,,,,,,,,,,,,,,,,,,,,,,,,,,,,,,,,,,,,,,,,,,,,,,,,,,,,,,,,,,,,,,,,,,,,,,,,,,,,,,,,,,,,54.750,,,,,,,,,,,,,,,,,,,,,,,,,,,,,,,,,,,,,,,,,,,,,,,,,,,,,,,,,,,,,,,,,,,,,,,,,, [15,1041,887,1057]
log-line: 13:08:32.1328125,0.0898,,,,,,,,,,,,,,,,,,,,,,,,,,,,,,,,,,,,,,,,,,,,,,,,,,,,,,,,,,,,,,,,,,,,,,,,,,,,,,,,,,,,,,,,,,,,,,,,,,,,,,,,,,,,,,,,,,,,,,,,,,,,,,,,,,,,,,,,,,,,,,,,,,,,,,,,,,,,,,,,,,,,,,,,,,, [15,293,822,309]
log-line: 13:08:32.2343750,,,,,,,,,,,,,,,,,,,,,,,,,,,,,,,,,,,,,,,,,,,,,,,,,,,,,,,,,,,,,,,,,,,,,,,,,,,,,,,,,,,,,,,,,,,,,,,,,,,,,,,,,,,,,,,,,,,,,,,,,,,,,,,,,,,,,,,,,,,,,,3096,,,,,,,,,,,,,,,,,,,,,,,,,,, [15,513,799,529]
log-line: 13:08:32.3125000,,,,,,,,,,,,,,,,,,,,,,,,,,,,,,Not Armed,,Not Armed,,,,,,,,,,,,,,,,,,,,,,,,,,,,,,,,,,,,,,,,,,,,,,,,,,,,,,,,,,,,,,,,,,,,,,,,,,,,,,,,,,,,,,,,,,,,,,,,,,,,,,,,,,,,,,,,,,,,,,,,,,,,,,,,,,,,,,,,,,,,332,,,,,,,,,,,,,,,,,,,,,,,,,,,,,,, [15,645,1052,661]
csv-log-document [15,4,1225,1698]
log-line: 13:08:32.4140625,,,,,,,,,,,,Not Active,,,,,,,,,,,,,,,,,,,,,,,,,,,,,,,,,,,,,,,,,,,,,,,,,,,,,,,,,,,,,,,,,,,,,,,,,,,,,,,,,,,,,,,,,,,,,,,,,,,,,,,,,,,,,,,,,,,,,,,,,,,,,,,,,,,,,,,,,,,,,,,,,,,,,,,,,,,,,,,,,,,,,,,,,,,, [15,843,888,859]
log-line: 13:08:32.1796875,,,,,,,,,,,,,,,,,,,,,,,,,,,,,,0.20,,,,,,,,,,,,,,,,,,,,,,,,,,,,,,,,,,,,,,,,,,,,,,,,,,,,,,,,,,,,,,,,,,,,,,,,,,,,,,,,,,,,,,,,,,,,,,,,,,,,,,,,,,,,,,,,,,,,,,,,,,,,,,,,,,,,,,,,,,,,,,,,,,,,, [15,381,833,397]
